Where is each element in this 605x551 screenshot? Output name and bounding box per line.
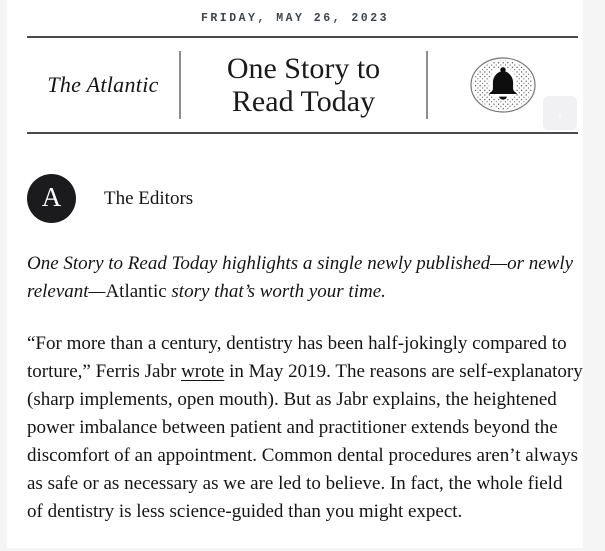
newsletter-title <box>181 52 426 118</box>
article-text-end: in May 2019. The reasons are self-explanatory (sharp implements, open mouth). But as Jabr explains, the heightened power imbalance between patient and practitioner extends beyond the discomfort of an appointment. Common dental procedures aren’t always as safe or as necessary as we are led to believe. In fact, the whole field of dentistry is less science-guided than you might expect. <box>27 361 583 522</box>
masthead <box>7 38 583 132</box>
masthead-bottom-rule <box>27 132 578 134</box>
download-arrow-icon: ↓ <box>556 104 564 122</box>
bell-icon <box>470 57 536 113</box>
newsletter-title-line1: One Story to <box>226 52 381 85</box>
atlantic-logo: The Atlantic <box>47 72 159 97</box>
author-name: The Editors <box>104 187 194 209</box>
newsletter-content <box>27 250 583 526</box>
email-body <box>7 0 583 548</box>
author-row <box>27 174 583 223</box>
intro-text-start: One Story to Read Today highlights a single newly published—or newly relevant— <box>27 253 574 302</box>
article-text-start: “For more than a century, dentistry has been half-jokingly compared to torture,” Ferris Jabr <box>27 333 567 382</box>
article-paragraph <box>27 330 583 526</box>
atlantic-name: Atlantic <box>105 281 167 302</box>
avatar-letter: A <box>41 182 62 212</box>
avatar <box>27 174 76 223</box>
intro-text-end: story that’s worth your time. <box>166 281 386 302</box>
issue-date: FRIDAY, MAY 26, 2023 <box>200 11 390 25</box>
ghost-download-button[interactable] <box>543 96 577 130</box>
wrote-link[interactable]: wrote <box>181 361 225 382</box>
date-row <box>7 0 583 36</box>
newsletter-title-line2: Read Today <box>231 85 376 118</box>
intro-paragraph <box>27 250 583 306</box>
